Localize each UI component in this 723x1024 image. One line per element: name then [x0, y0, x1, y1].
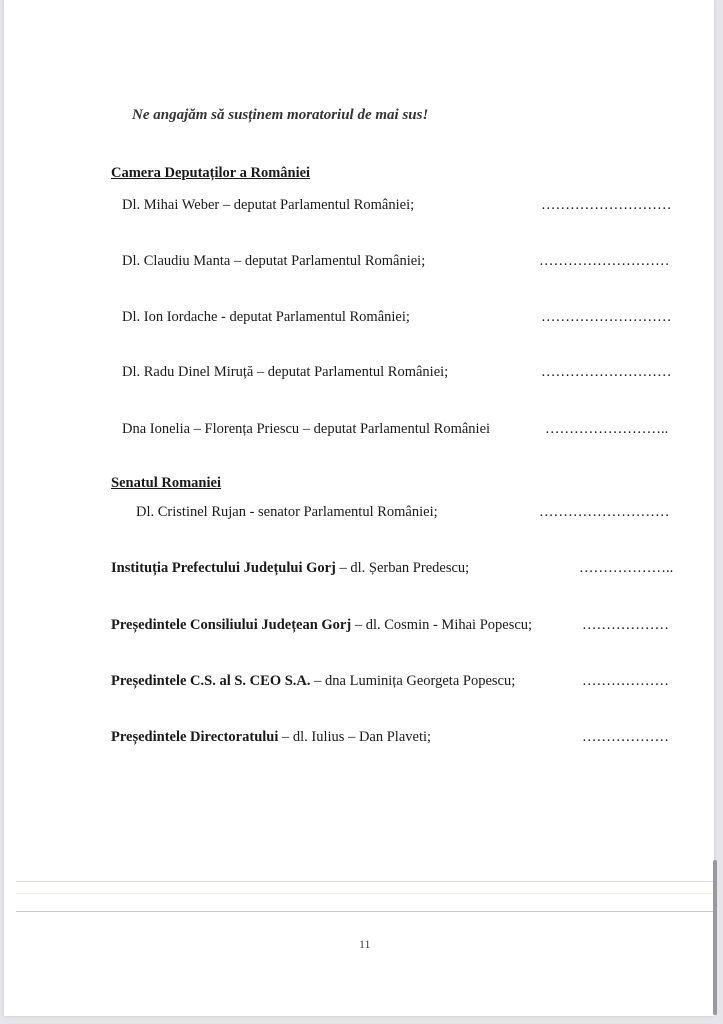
signatory-text: Dl. Mihai Weber – deputat Parlamentul României; [122, 197, 415, 213]
signatory-text: Dna Ionelia – Florența Priescu – deputat Parlamentul României [122, 421, 491, 437]
section-senat: Senatul Romaniei [111, 475, 221, 491]
signatory-text [111, 559, 469, 577]
signature-dots: …………………….. [545, 421, 669, 437]
document-page [4, 0, 714, 1016]
signature-dots: ……………………… [539, 253, 670, 269]
footer-rule [16, 911, 714, 912]
signatory-role: Președintele Consiliului Județean Gorj [111, 617, 352, 633]
scrollbar[interactable] [713, 860, 717, 1015]
footer-rule [16, 893, 714, 894]
signatory-text: Dl. Ion Iordache - deputat Parlamentul României; [122, 309, 410, 325]
signatory-text: Dl. Radu Dinel Miruță – deputat Parlamentul României; [122, 364, 449, 380]
signatory-name: – dl. Iulius – Dan Plaveti; [278, 729, 432, 745]
signatory-text [111, 672, 515, 690]
signatory-role: Președintele C.S. al S. CEO S.A. [111, 673, 311, 689]
signature-dots: ……………… [582, 673, 669, 689]
signatory-text [111, 728, 431, 746]
signatory-text [111, 616, 532, 634]
signature-dots: ……………………… [539, 504, 670, 520]
signature-dots: ……………………… [541, 197, 672, 213]
signature-dots: ……………….. [579, 560, 674, 576]
signatory-text: Dl. Claudiu Manta – deputat Parlamentul României; [122, 253, 426, 269]
signature-dots: ……………… [582, 729, 669, 745]
signatory-role: Președintele Directoratului [111, 729, 279, 745]
signature-dots: ……………………… [541, 364, 672, 380]
signatory-text: Dl. Cristinel Rujan - senator Parlamentul României; [136, 504, 438, 520]
signatory-name: – dl. Șerban Predescu; [335, 560, 470, 576]
signatory-name: – dl. Cosmin - Mihai Popescu; [351, 617, 533, 633]
signature-dots: ……………………… [541, 309, 672, 325]
signature-dots: ……………… [582, 617, 669, 633]
section-camera-deputatilor: Camera Deputaților a României [111, 165, 311, 181]
page-number: 11 [359, 937, 371, 951]
signatory-role: Instituția Prefectului Județului Gorj [111, 560, 336, 576]
signatory-name: – dna Luminița Georgeta Popescu; [310, 673, 516, 689]
page-title: Ne angajăm să susținem moratoriul de mai sus! [132, 107, 429, 123]
footer-rule [16, 881, 714, 882]
